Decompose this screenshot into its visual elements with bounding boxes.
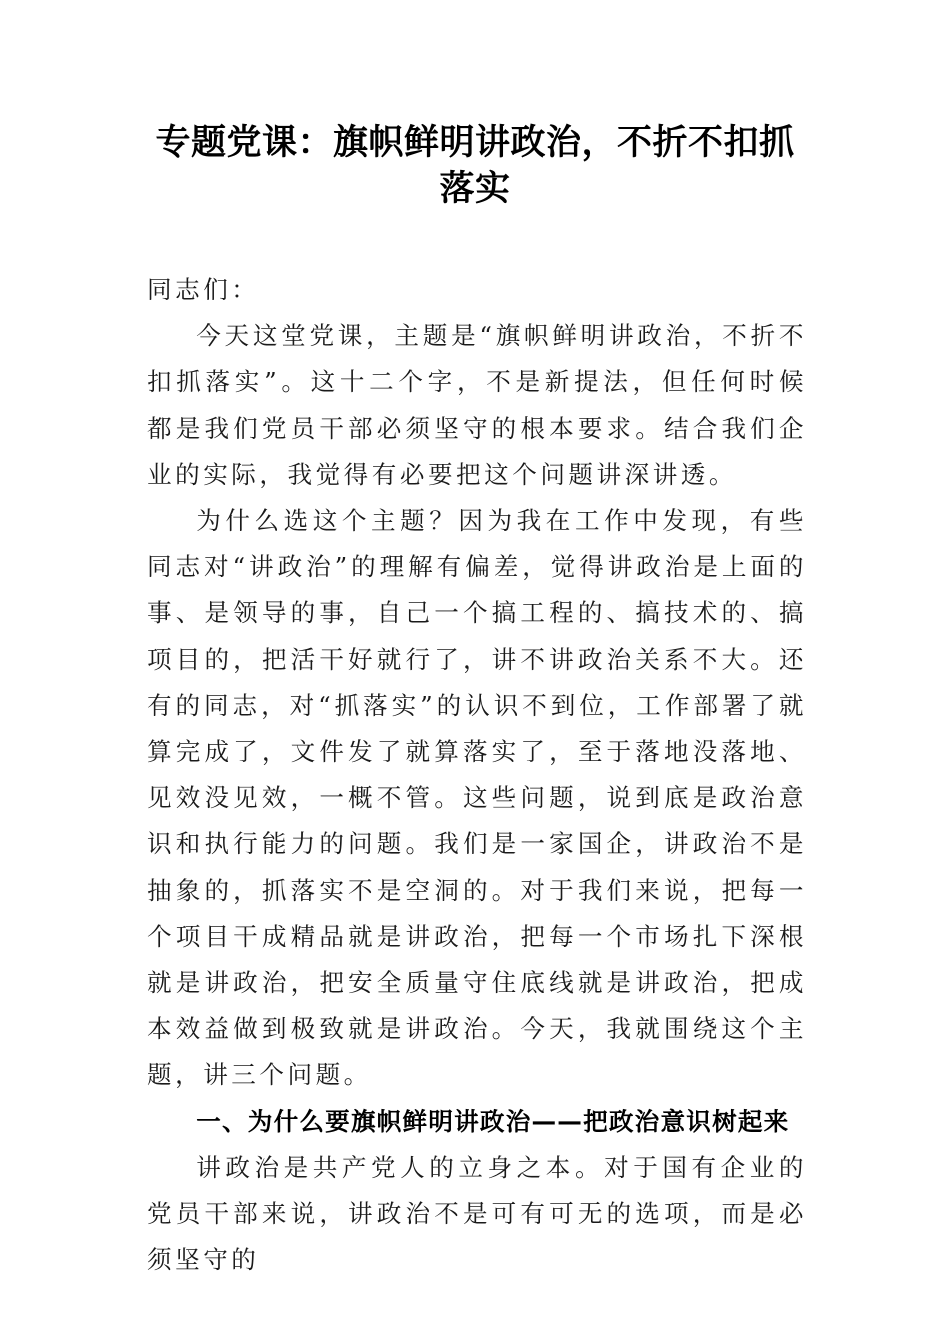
section-heading: 一、为什么要旗帜鲜明讲政治——把政治意识树起来	[196, 1106, 790, 1136]
paragraph-intro: 今天这堂党课，主题是“旗帜鲜明讲政治，不折不扣抓落实”。这十二个字，不是新提法，但任何时候都是我们党员干部必须坚守的根本要求。结合我们企业的实际，我觉得有必要把这个问题讲深讲透。	[147, 321, 807, 489]
document-body	[147, 267, 807, 1283]
salutation: 同志们：	[147, 275, 260, 304]
section-paragraph: 讲政治是共产党人的立身之本。对于国有企业的党员干部来说，讲政治不是可有可无的选项，而是必须坚守的	[147, 1152, 807, 1275]
paragraph-reason: 为什么选这个主题？因为我在工作中发现，有些同志对“讲政治”的理解有偏差，觉得讲政治是上面的事、是领导的事，自己一个搞工程的、搞技术的、搞项目的，把活干好就行了，讲不讲政治关系不大。还有的同志，对“抓落实”的认识不到位，工作部署了就算完成了，文件发了就算落实了，至于落地没落地、见效没见效，一概不管。这些问题，说到底是政治意识和执行能力的问题。我们是一家国企，讲政治不是抽象的，抓落实不是空洞的。对于我们来说，把每一个项目干成精品就是讲政治，把每一个市场扎下深根就是讲政治，把安全质量守住底线就是讲政治，把成本效益做到极致就是讲政治。今天，我就围绕这个主题，讲三个问题。	[147, 506, 807, 1090]
document-title: 专题党课：旗帜鲜明讲政治，不折不扣抓落实	[155, 123, 795, 209]
